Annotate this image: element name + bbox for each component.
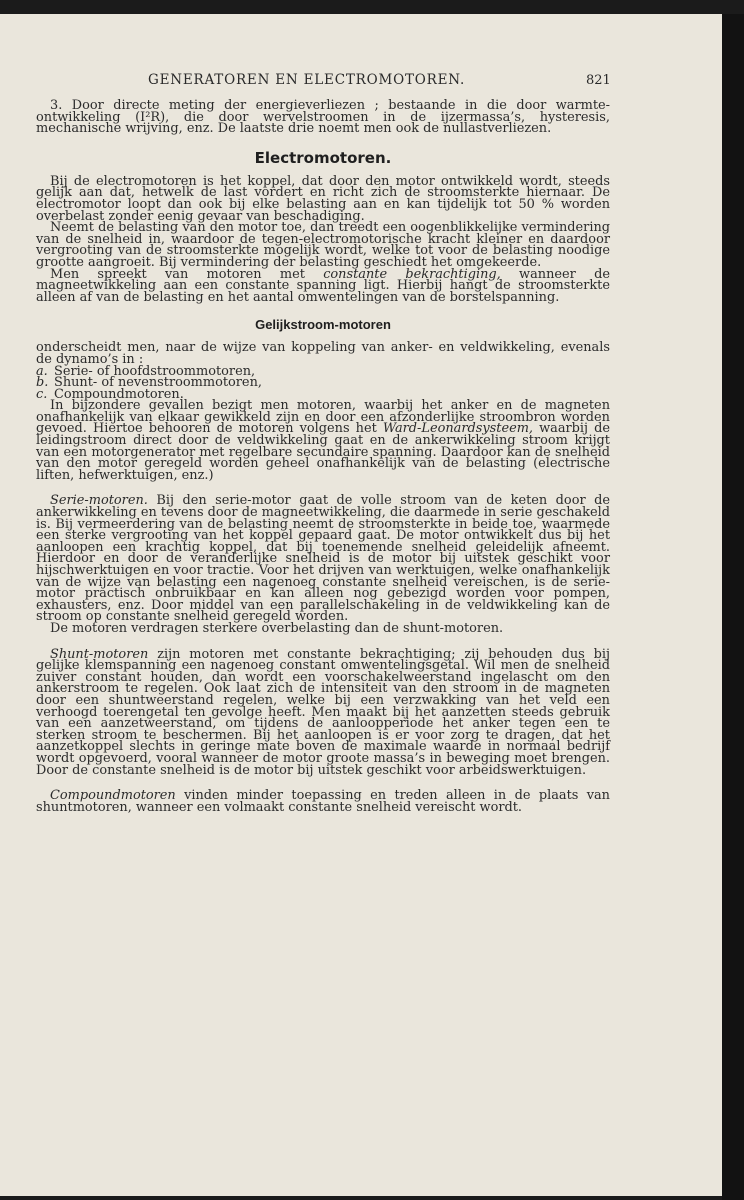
section-heading-electromotoren: Electromotoren. [254,148,392,167]
page-body [36,100,610,813]
paragraph: De motoren verdragen sterkere overbelasting dan de shunt-motoren. [50,620,504,636]
paragraph-compound: Compoundmotoren vinden minder toepassing en treden alleen in de plaats van shuntmotoren, wanneer een volmaakt constante snelheid vereischt wordt. [36,788,610,815]
paragraph-shunt: Shunt-motoren zijn motoren met constante bekrachtiging; zij behouden dus bij gelijke klemspanning een nagenoeg constant omwentelingsgetal. Wil men de snelheid zuiver constant houden, dan wordt een voorschakelweerstand ingelascht om den ankerstroom te regelen. Ook laat zich de intensiteit van den stroom in de magneten door een shuntweerstand regelen, welke bij een verzwakking van het veld een verhoogd toerengetal ten gevolge heeft. Men maakt bij het aanzetten steeds gebruik van een aanzetweerstand, om tijdens de aanloopperiode het anker tegen een te sterken stroom te beschermen. Bij het aanloopen is er voor zorg te dragen, dat het aanzetkoppel slechts in geringe mate boven de maximale waarde in normaal bedrijf wordt opgevoerd, vooral wanneer de motor groote massa’s in beweging moet brengen. Door de constante snelheid is de motor bij uitstek geschikt voor arbeidswerktuigen. [36,646,610,778]
term-constante-bekrachtiging: constante bekrachtiging, [323,266,501,282]
page-number: 821 [586,73,611,88]
paragraph: In bijzondere gevallen bezigt men motoren, waarbij het anker en de magneten onafhankelijk van elkaar gewikkeld zijn en door een afzonderlijke stroombron worden gevoed. Hiertoe behooren de motoren volgens het Ward-Leonardsysteem, waarbij de leidingstroom direct door de veldwikkeling gaat en de ankerwikkeling stroom krijgt van een motorgenerator met regelbare secundaire spanning. Daardoor kan de snelheid van den motor geregeld worden geheel onafhankelijk van de belasting (electrische liften, hefwerktuigen, enz.) [36,398,610,483]
term-compoundmotoren: Compoundmotoren [50,788,176,804]
term-shunt-motoren: Shunt-motoren [50,646,149,662]
section-heading-gelijkstroom: Gelijkstroom-motoren [255,317,391,333]
term-serie-motoren: Serie-motoren. [50,493,148,509]
paragraph: Bij de electromotoren is het koppel, dat door den motor ontwikkeld wordt, steeds gelijk aan dat, hetwelk de last vordert en richt zich de stroomsterkte hiernaar. De electromotor loopt dan ook bij elke belasting aan en kan tijdelijk tot 50 % worden overbelast zonder eenig gevaar van beschadiging. [36,173,610,224]
list-item: b. Shunt- of nevenstroommotoren, [36,375,262,391]
page-edge [722,14,744,1200]
running-header: GENERATOREN EN ELECTROMOTOREN. [148,72,466,88]
paragraph-serie: Serie-motoren. Bij den serie-motor gaat de volle stroom van de keten door de ankerwikkeling en tevens door de magneetwikkeling, die daarmede in serie geschakeld is. Bij vermeerdering van de belasting neemt de stroomsterkte in beide toe, waarmede een sterke vergrooting van het koppel gepaard gaat. De motor ontwikkelt dus bij het aanloopen een krachtig koppel, dat bij toenemende snelheid geleidelijk afneemt. Hierdoor en door de veranderlijke snelheid is de motor bij uitstek geschikt voor hijschwerktuigen en voor tractie. Voor het drijven van werktuigen, welke onafhankelijk van de wijze van belasting een nagenoeg constante snelheid vereischen, is de serie-motor practisch onbruikbaar en kan alleen nog gebezigd worden voor pompen, exhausters, enz. Door middel van een parallelschakeling in de veldwikkeling kan de stroom op constante snelheid geregeld worden. [36,493,610,625]
list-item: a. Serie- of hoofdstroommotoren, [36,363,256,379]
paragraph: Neemt de belasting van den motor toe, dan treedt een oogenblikkelijke vermindering van de snelheid in, waardoor de tegen-electromotorische kracht kleiner en daardoor vergrooting van de stroomsterkte mogelijk wordt, welke tot voor de belasting noodige grootte aangroeit. Bij vermindering der belasting geschiedt het omgekeerde. [36,220,610,270]
intro-item: 3. Door directe meting der energieverliezen ; bestaande in die door warmte-ontwikkeling (I²R), die door wervelstroomen in de ijzermassa’s, hysteresis, mechanische wrijving, enz. De laatste drie noemt men ook de nullastverliezen. [36,98,610,137]
list-item: c. Compoundmotoren. [36,386,184,402]
paragraph: Men spreekt van motoren met constante bekrachtiging, wanneer de magneetwikkeling aan een constante spanning ligt. Hierbij hangt de stroomsterkte alleen af van de belasting en het aantal omwentelingen van de borstelspanning. [36,266,610,305]
term-ward-leonard: Ward-Leonardsysteem, [382,421,534,437]
paragraph: onderscheidt men, naar de wijze van koppeling van anker- en veldwikkeling, evenals de dynamo’s in : [36,340,610,367]
